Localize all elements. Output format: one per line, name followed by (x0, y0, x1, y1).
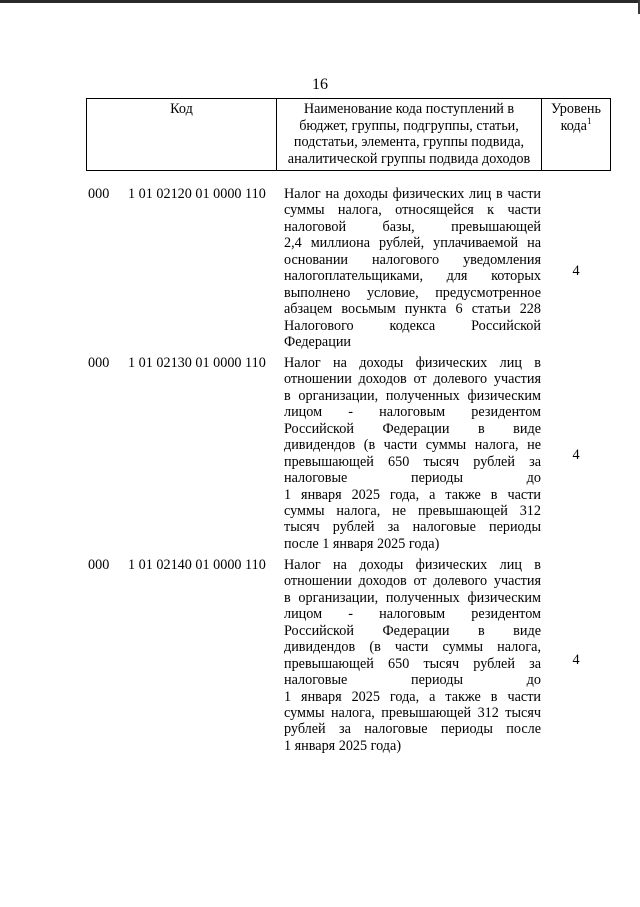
description-line: налоговые периоды до (284, 672, 541, 689)
header-name (277, 101, 541, 167)
description-line: Налог на доходы физических лиц в (284, 557, 541, 573)
description-line: налоговые периоды до (284, 470, 541, 487)
description-line: 2,4 миллиона рублей, уплачиваемой на (284, 235, 541, 252)
description-line: лицом - налоговым резидентом (284, 606, 541, 623)
header-name-line: аналитической группы подвида доходов (287, 150, 531, 167)
header-level-line1: Уровень (551, 101, 601, 117)
description-line: отношении доходов от долевого участия (284, 573, 541, 590)
description-line: дивидендов (в части суммы налога, не (284, 437, 541, 454)
description-line: суммы налога, превышающей 312 тысяч (284, 704, 541, 721)
header-level-line2 (542, 115, 610, 135)
header-name-line: подстатьи, элемента, группы подвида, (293, 134, 525, 150)
description-line: налогоплательщиками, для которых (284, 268, 541, 285)
code-level: 4 (572, 447, 580, 463)
scan-edge-top (0, 0, 640, 3)
description-line: Налог на доходы физических лиц в части (284, 186, 541, 202)
description-line: выполнено условие, предусмотренное (284, 284, 541, 301)
description-line: рублей за налоговые периоды после (284, 721, 541, 738)
description-line: суммы налога, относящейся к части (284, 202, 541, 219)
header-name-line: Наименование кода поступлений в (303, 101, 515, 117)
description-line: Российской Федерации в виде (284, 420, 541, 437)
description-line: превышающей 650 тысяч рублей за (284, 453, 541, 470)
description-line: превышающей 650 тысяч рублей за (284, 655, 541, 672)
table-row (0, 355, 640, 555)
income-code: 1 01 02120 01 0000 110 (128, 186, 266, 202)
description-line: в организации, полученных физическим (284, 387, 541, 404)
header-bottom-border (86, 170, 611, 171)
description-line: 1 января 2025 года, а также в части (284, 486, 541, 503)
table-row (0, 186, 640, 356)
description-line: 1 января 2025 года, а также в части (284, 688, 541, 705)
description-line: 1 января 2025 года) (284, 737, 402, 754)
code-description (284, 186, 541, 350)
income-code: 1 01 02140 01 0000 110 (128, 557, 266, 573)
code-description (284, 557, 541, 754)
description-line: в организации, полученных физическим (284, 589, 541, 606)
description-line: Налогового кодекса Российской (284, 317, 541, 334)
header-code: Код (170, 101, 193, 117)
code-prefix: 000 (88, 186, 110, 202)
footnote-marker: 1 (586, 115, 592, 126)
header-top-border (86, 98, 611, 99)
description-line: Российской Федерации в виде (284, 622, 541, 639)
header-right-border (610, 98, 611, 171)
code-prefix: 000 (88, 557, 110, 573)
description-line: дивидендов (в части суммы налога, (284, 639, 541, 656)
code-level: 4 (572, 263, 580, 279)
header-level (542, 101, 610, 134)
code-description (284, 355, 541, 552)
page-number: 16 (312, 76, 328, 93)
table-row (0, 557, 640, 767)
header-name-line: бюджет, группы, подгруппы, статьи, (299, 117, 519, 134)
description-line: отношении доходов от долевого участия (284, 371, 541, 388)
income-code: 1 01 02130 01 0000 110 (128, 355, 266, 371)
description-line: Федерации (284, 333, 352, 350)
description-line: после 1 января 2025 года) (284, 535, 440, 552)
description-line: тысяч рублей за налоговые периоды (284, 519, 541, 536)
description-line: суммы налога, не превышающей 312 (284, 502, 541, 519)
description-line: основании налогового уведомления (284, 251, 541, 268)
description-line: Налог на доходы физических лиц в (284, 355, 541, 371)
description-line: налоговой базы, превышающей (284, 218, 541, 235)
code-level: 4 (572, 652, 580, 668)
description-line: абзацем восьмым пункта 6 статьи 228 (284, 301, 541, 318)
code-prefix: 000 (88, 355, 110, 371)
header-level-word: кода (560, 117, 587, 134)
description-line: лицом - налоговым резидентом (284, 404, 541, 421)
